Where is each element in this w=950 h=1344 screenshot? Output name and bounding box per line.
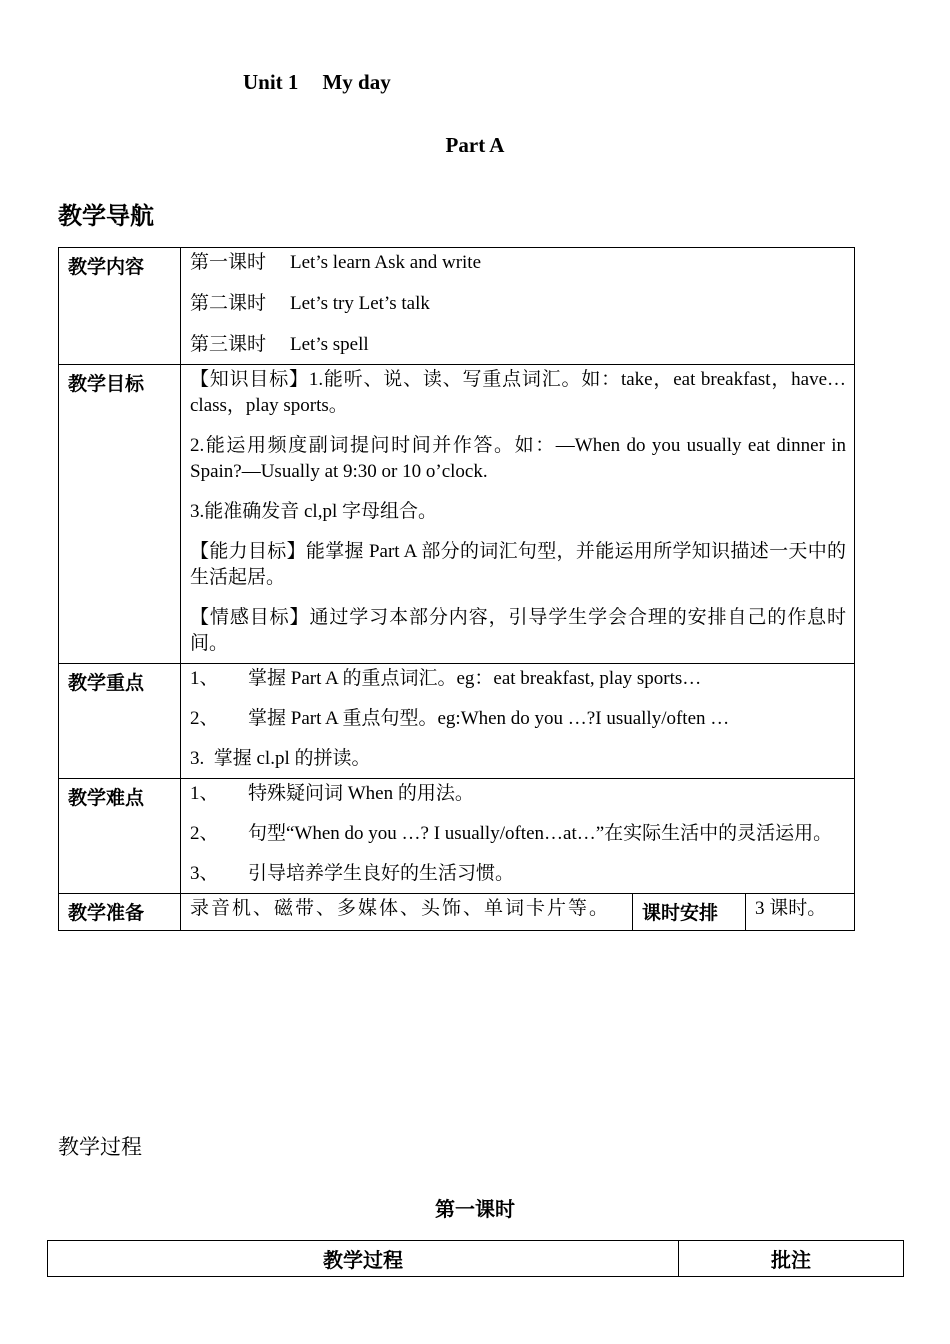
goal-paragraph: 【知识目标】1.能听、说、读、写重点词汇。如：take，eat breakfast，have…class，play sports。 bbox=[190, 369, 847, 416]
row-content bbox=[59, 248, 855, 365]
unit-title bbox=[243, 70, 391, 95]
goal-paragraph: 【能力目标】能掌握 Part A 部分的词汇句型，并能运用所学知识描述一天中的生活起居。 bbox=[190, 541, 847, 588]
label-key-points: 教学重点 bbox=[59, 664, 181, 779]
row-goals bbox=[59, 365, 855, 664]
difficulty-item: 3、 引导培养学生良好的生活习惯。 bbox=[190, 863, 515, 884]
difficulty-item: 1、 特殊疑问词 When 的用法。 bbox=[190, 783, 474, 804]
unit-number: Unit 1 bbox=[243, 70, 299, 94]
process-heading: 教学过程 bbox=[58, 1135, 142, 1159]
label-content: 教学内容 bbox=[59, 248, 181, 365]
difficulty-item: 2、 句型“When do you …? I usually/often…at…”在实际生活中的灵活运用。 bbox=[190, 823, 833, 844]
label-difficulties: 教学难点 bbox=[59, 779, 181, 894]
label-schedule: 课时安排 bbox=[633, 894, 746, 931]
label-goals: 教学目标 bbox=[59, 365, 181, 664]
lesson-line: 第三课时 Let’s spell bbox=[190, 334, 369, 355]
lesson-title: 第一课时 bbox=[435, 1197, 515, 1221]
process-table bbox=[47, 1240, 904, 1277]
nav-heading: 教学导航 bbox=[58, 202, 154, 230]
lesson-line: 第一课时 Let’s learn Ask and write bbox=[190, 252, 482, 273]
lesson-line: 第二课时 Let’s try Let’s talk bbox=[190, 293, 430, 314]
teaching-nav-table bbox=[58, 247, 855, 931]
content-cell bbox=[181, 248, 855, 365]
goal-paragraph: 【情感目标】通过学习本部分内容，引导学生学会合理的安排自己的作息时间。 bbox=[190, 607, 847, 654]
row-key-points bbox=[59, 664, 855, 779]
part-title: Part A bbox=[445, 133, 505, 157]
label-preparation: 教学准备 bbox=[59, 894, 181, 931]
row-preparation bbox=[59, 894, 855, 931]
key-point-item: 1、 掌握 Part A 的重点词汇。eg：eat breakfast, play sports… bbox=[190, 668, 702, 689]
difficulties-cell bbox=[181, 779, 855, 894]
col-process: 教学过程 bbox=[48, 1241, 679, 1277]
unit-name: My day bbox=[322, 70, 391, 94]
process-header-row bbox=[48, 1241, 904, 1277]
goals-cell bbox=[181, 365, 855, 664]
col-notes: 批注 bbox=[679, 1241, 904, 1277]
goal-paragraph: 3.能准确发音 cl,pl 字母组合。 bbox=[190, 501, 437, 522]
schedule-cell: 3 课时。 bbox=[746, 894, 855, 931]
goal-paragraph: 2.能运用频度副词提问时间并作答。如：—When do you usually eat dinner in Spain?—Usually at 9:30 or 10 o’clock. bbox=[190, 435, 847, 482]
preparation-cell: 录音机、磁带、多媒体、头饰、单词卡片等。 bbox=[181, 894, 633, 931]
key-point-item: 2、 掌握 Part A 重点句型。eg:When do you …?I usually/often … bbox=[190, 708, 730, 729]
key-points-cell bbox=[181, 664, 855, 779]
row-difficulties bbox=[59, 779, 855, 894]
key-point-item: 3. 掌握 cl.pl 的拼读。 bbox=[190, 748, 371, 769]
